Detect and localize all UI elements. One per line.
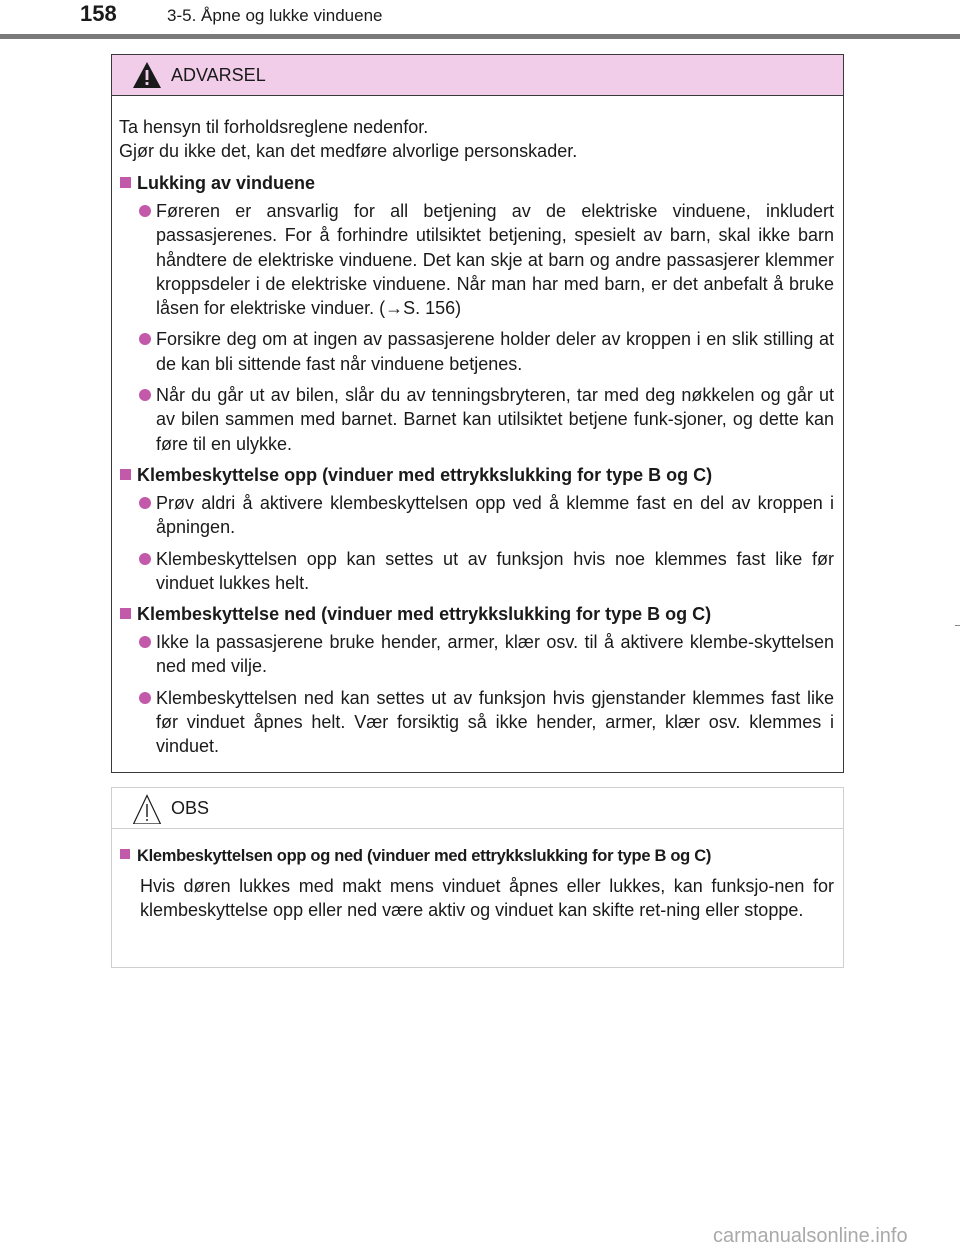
- section-heading: Klembeskyttelse opp (vinduer med ettrykkslukking for type B og C): [119, 463, 834, 487]
- section-heading: Klembeskyttelse ned (vinduer med ettrykkslukking for type B og C): [119, 602, 834, 626]
- watermark: carmanualsonline.info: [713, 1225, 908, 1247]
- notice-header: [112, 788, 843, 829]
- warning-intro: [119, 115, 834, 163]
- warning-label: ADVARSEL: [171, 65, 266, 85]
- caution-outline-triangle-icon: [132, 792, 162, 824]
- margin-tick: [955, 625, 960, 626]
- section-heading: Klembeskyttelsen opp og ned (vinduer med ettrykkslukking for type B og C): [119, 844, 834, 868]
- list-item: Klembeskyttelsen opp kan settes ut av funksjon hvis noe klemmes fast like før vinduet lukkes helt.: [119, 547, 834, 596]
- intro-line: Ta hensyn til forholdsreglene nedenfor.: [119, 117, 429, 137]
- list-item: Ikke la passasjerene bruke hender, armer, klær osv. til å aktivere klembe-skyttelsen ned med vilje.: [119, 630, 834, 679]
- section-window-closing: [119, 171, 834, 456]
- list-item: Når du går ut av bilen, slår du av tenningsbryteren, tar med deg nøkkelen og går ut av bilen sammen med barnet. Barnet kan utilsiktet betjene funk-sjoner, og dette kan føre til en ulykke.: [119, 383, 834, 456]
- notice-body: [112, 844, 843, 923]
- list-item: Prøv aldri å aktivere klembeskyttelsen opp ved å klemme fast en del av kroppen i åpningen.: [119, 491, 834, 540]
- header-rule: [0, 34, 960, 39]
- list-item: Klembeskyttelsen ned kan settes ut av funksjon hvis gjenstander klemmes fast like før vinduet åpnes helt. Vær forsiktig så ikke hender, armer, klær osv. klemmes i vinduet.: [119, 686, 834, 759]
- page-number: 158: [80, 1, 117, 26]
- list-item: Føreren er ansvarlig for all betjening av de elektriske vinduene, inkludert passasjerenes. For å forhindre utilsiktet betjening, spesielt av barn, skal ikke barn håndtere de elektriske vinduene. Det kan skje at barn og andre passasjerer klemmer kroppsdeler i de elektriske vinduene. Når man har med barn, er det anbefalt å bruke låsen for elektriske vinduer. (→S. 156): [119, 199, 834, 320]
- notice-label: OBS: [171, 798, 210, 818]
- warning-header: [112, 55, 843, 96]
- notice-text: Hvis døren lukkes med makt mens vinduet åpnes eller lukkes, kan funksjo-nen for klembeskyttelse opp eller ned være aktiv og vinduet kan skifte ret-ning eller stoppe.: [140, 876, 834, 921]
- intro-line: Gjør du ikke det, kan det medføre alvorlige personskader.: [119, 141, 578, 161]
- chapter-title: 3-5. Åpne og lukke vinduene: [167, 6, 383, 25]
- section-heading: Lukking av vinduene: [119, 171, 834, 195]
- section-jam-protection-down: [119, 602, 834, 758]
- section-jam-protection-up: [119, 463, 834, 595]
- page-header: [0, 0, 960, 40]
- warning-box: [111, 54, 844, 773]
- notice-box: [111, 787, 844, 968]
- warning-triangle-icon: [132, 61, 162, 89]
- list-item: Forsikre deg om at ingen av passasjerene holder deler av kroppen i en slik stilling at de kan bli sittende fast når vinduene betjenes.: [119, 327, 834, 376]
- warning-body: [112, 115, 843, 766]
